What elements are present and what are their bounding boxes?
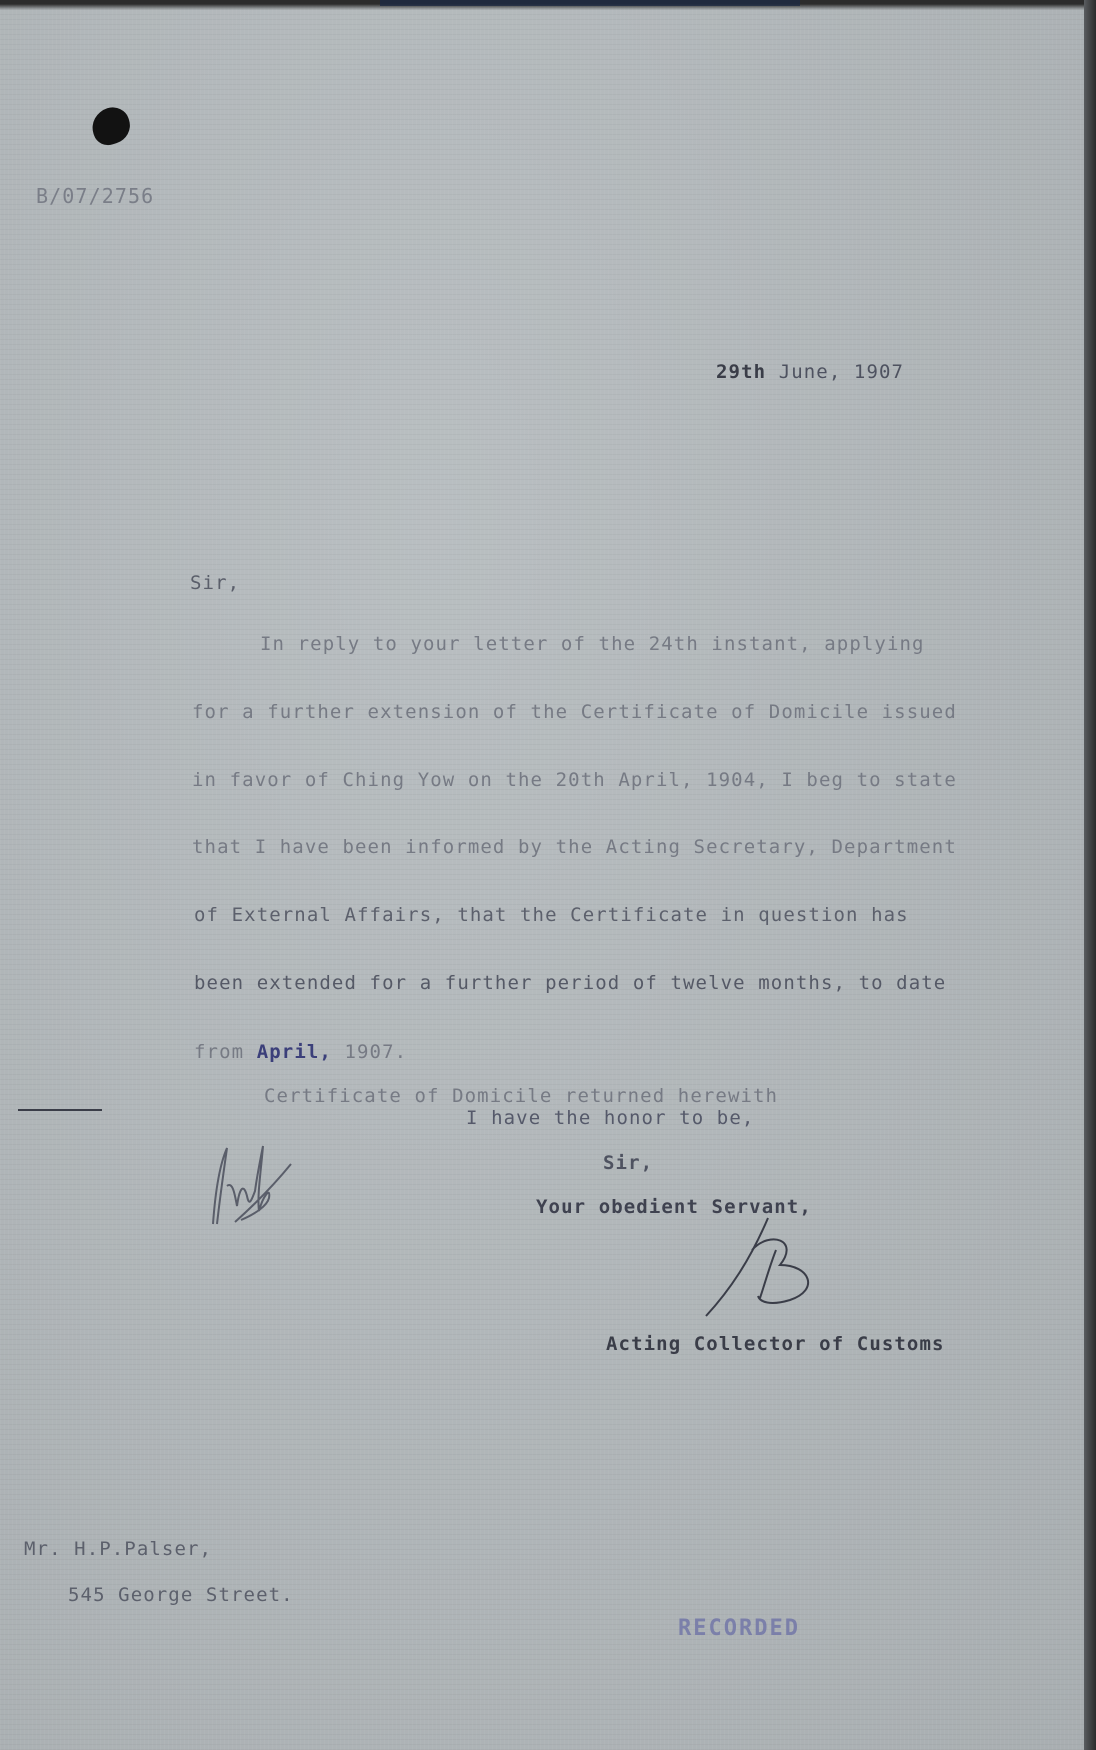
right-scan-edge bbox=[1084, 0, 1096, 1750]
body-line-7 bbox=[194, 1041, 407, 1063]
initials-signature bbox=[205, 1136, 295, 1231]
letter-date bbox=[716, 361, 904, 383]
body-line-7-year: 1907. bbox=[331, 1041, 408, 1063]
official-signature bbox=[700, 1210, 830, 1320]
closing-servant: Your obedient Servant, bbox=[536, 1196, 812, 1218]
body-line-1: In reply to your letter of the 24th instant, applying bbox=[260, 633, 925, 655]
body-line-7-month: April, bbox=[256, 1041, 332, 1063]
body-line-6: been extended for a further period of twelve months, to date bbox=[194, 972, 947, 994]
reference-number: B/07/2756 bbox=[36, 184, 155, 208]
date-month-year: June, 1907 bbox=[766, 361, 905, 383]
signatory-title: Acting Collector of Customs bbox=[606, 1333, 945, 1355]
salutation: Sir, bbox=[190, 572, 241, 594]
closing-honor: I have the honor to be, bbox=[466, 1107, 755, 1129]
body-line-7-prefix: from bbox=[194, 1041, 257, 1063]
addressee-street: 545 George Street. bbox=[68, 1584, 294, 1606]
addressee-name: Mr. H.P.Palser, bbox=[24, 1538, 213, 1560]
top-ink-strip bbox=[380, 0, 800, 6]
enclosure-note: Certificate of Domicile returned herewith bbox=[264, 1085, 779, 1107]
closing-sir: Sir, bbox=[603, 1152, 654, 1174]
margin-rule bbox=[18, 1109, 102, 1111]
body-line-3: in favor of Ching Yow on the 20th April, 1904, I beg to state bbox=[192, 769, 957, 791]
date-day: 29th bbox=[716, 361, 767, 383]
body-line-5: of External Affairs, that the Certificate in question has bbox=[194, 904, 909, 926]
body-line-4: that I have been informed by the Acting Secretary, Department bbox=[192, 836, 957, 858]
body-line-2: for a further extension of the Certificate of Domicile issued bbox=[192, 701, 957, 723]
recorded-stamp: RECORDED bbox=[678, 1616, 800, 1641]
punch-hole bbox=[87, 103, 134, 149]
